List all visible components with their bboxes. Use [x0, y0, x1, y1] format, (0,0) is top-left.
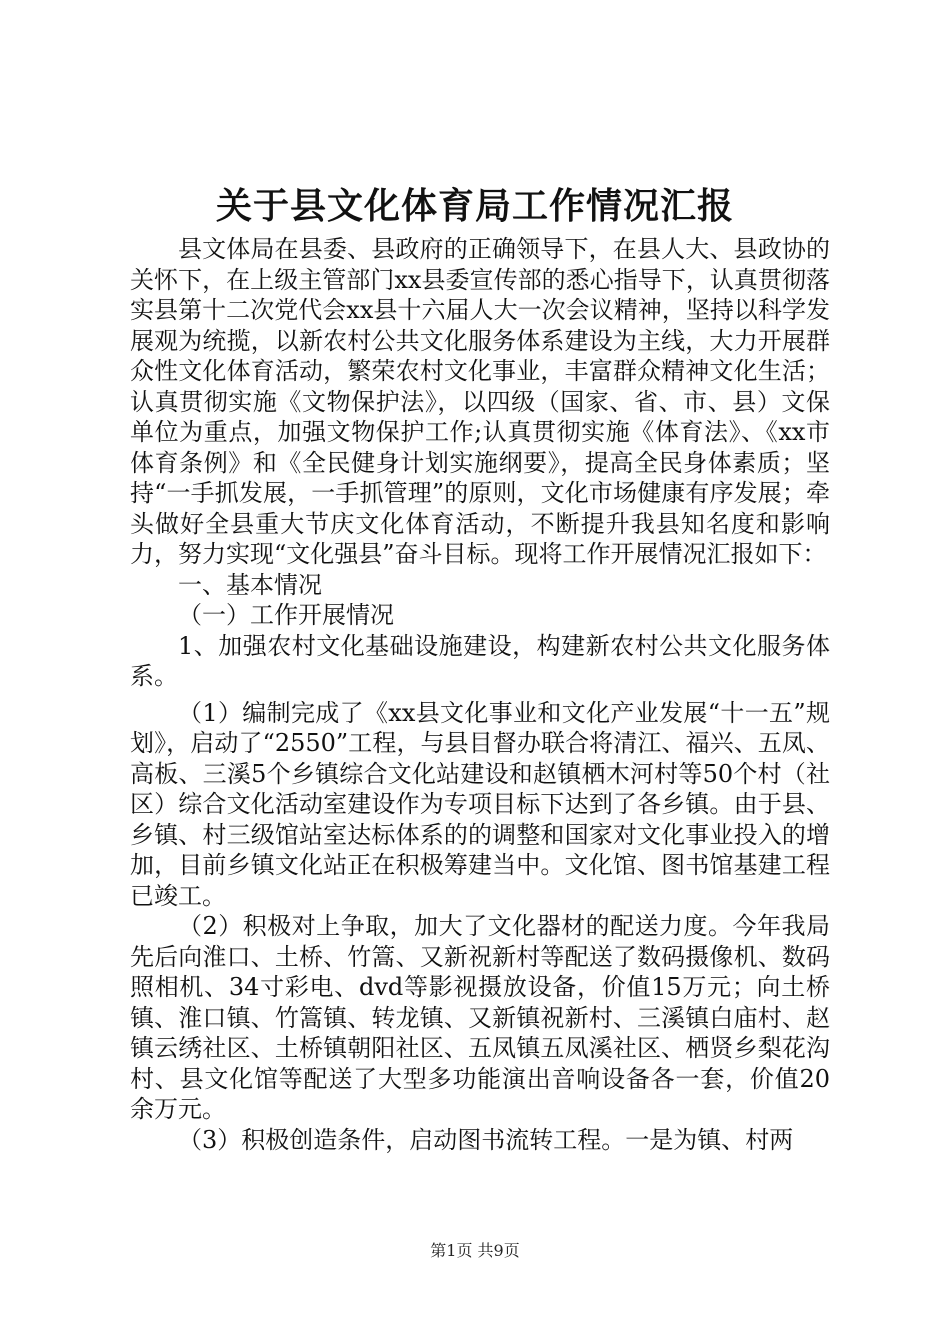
paragraph-intro: 县文体局在县委、县政府的正确领导下，在县人大、县政协的关怀下，在上级主管部门xx县委宣传部的悉心指导下，认真贯彻落实县第十二次党代会xx县十六届人大一次会议精神，坚持以科学发展观为统揽，以新农村公共文化服务体系建设为主线，大力开展群众性文化体育活动，繁荣农村文化事业，丰富群众精神文化生活；认真贯彻实施《文物保护法》，以四级（国家、省、市、县）文保单位为重点，加强文物保护工作;认真贯彻实施《体育法》、《xx市体育条例》和《全民健身计划实施纲要》，提高全民身体素质；坚持“一手抓发展，一手抓管理”的原则，文化市场健康有序发展；牵头做好全县重大节庆文化体育活动，不断提升我县知名度和影响力，努力实现“文化强县”奋斗目标。现将工作开展情况汇报如下： [130, 235, 830, 568]
paragraph-item-1: 1、加强农村文化基础设施建设，构建新农村公共文化服务体系。 [130, 631, 830, 690]
section-heading-basic-situation: 一、基本情况 [178, 570, 322, 599]
paragraph-item-1-1: （1）编制完成了《xx县文化事业和文化产业发展“十一五”规划》，启动了“2550”工程，与县目督办联合将清江、福兴、五凤、高板、三溪5个乡镇综合文化站建设和赵镇栖木河村等50个村（社区）综合文化活动室建设作为专项目标下达到了各乡镇。由于县、乡镇、村三级馆站室达标体系的的调整和国家对文化事业投入的增加，目前乡镇文化站正在积极筹建当中。文化馆、图书馆基建工程已竣工。 [130, 698, 830, 910]
paragraph-item-1-3: （3）积极创造条件，启动图书流转工程。一是为镇、村两 [178, 1125, 794, 1154]
document-title: 关于县文化体育局工作情况汇报 [215, 185, 734, 227]
page-footer: 第1页 共9页 [430, 1241, 520, 1260]
paragraph-item-1-2: （2）积极对上争取，加大了文化器材的配送力度。今年我局先后向淮口、土桥、竹篙、又新祝新村等配送了数码摄像机、数码照相机、34寸彩电、dvd等影视摄放设备，价值15万元；向土桥镇、淮口镇、竹篙镇、转龙镇、又新镇祝新村、三溪镇白庙村、赵镇云绣社区、土桥镇朝阳社区、五凤镇五凤溪社区、栖贤乡梨花沟村、县文化馆等配送了大型多功能演出音响设备各一套，价值20余万元。 [130, 912, 830, 1123]
document-body [130, 234, 830, 1155]
subsection-heading-work-progress: （一）工作开展情况 [178, 601, 394, 629]
